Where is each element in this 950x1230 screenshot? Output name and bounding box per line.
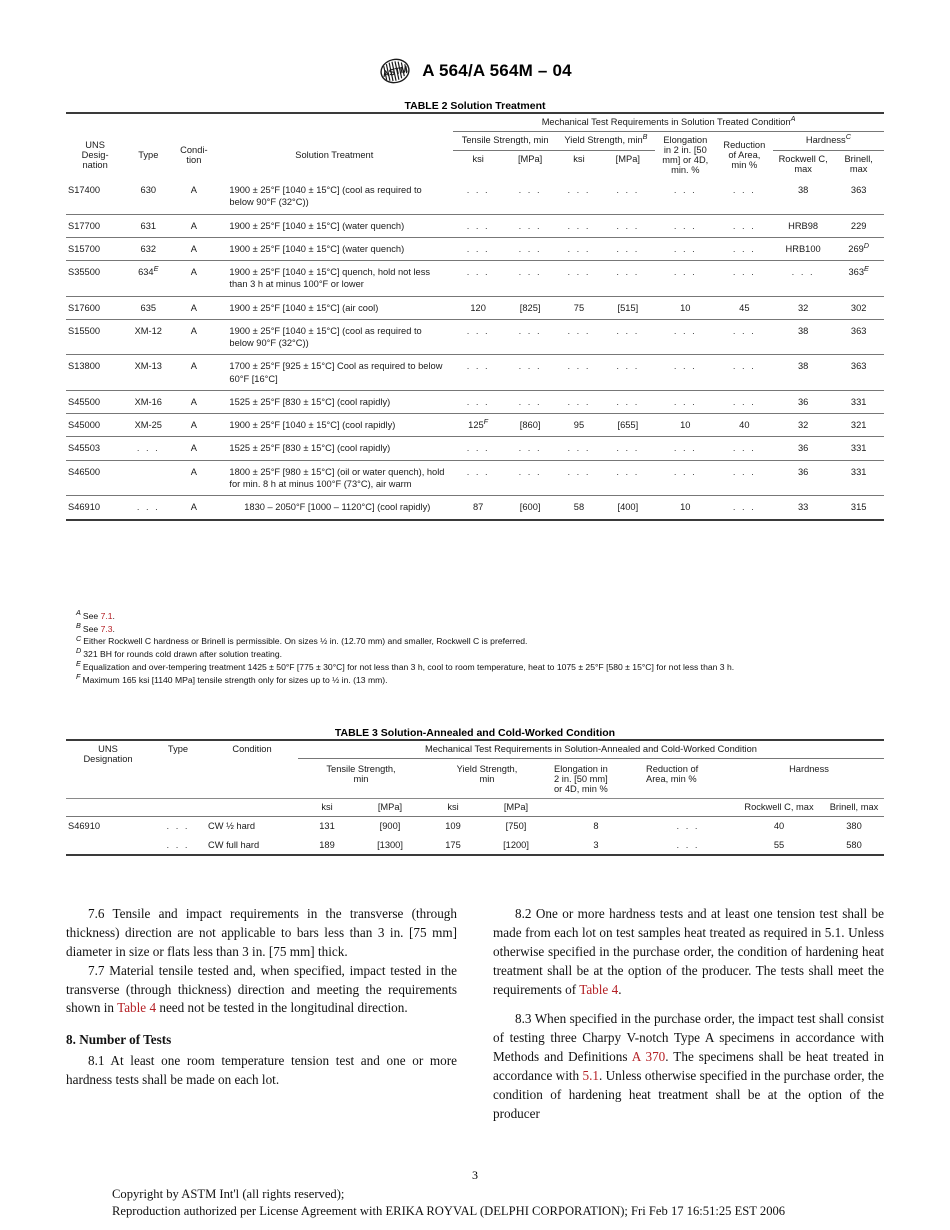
cell-reduction: . . .	[716, 214, 773, 237]
cell-brinell: 363	[833, 179, 884, 214]
cell-yield-mpa: [400]	[601, 496, 655, 520]
cell-tensile-mpa: . . .	[503, 355, 557, 391]
cell-tensile-ksi: . . .	[453, 437, 503, 460]
cell-tensile-mpa: . . .	[503, 437, 557, 460]
cell-brinell: 363	[833, 355, 884, 391]
cell-yield-ksi: . . .	[557, 261, 601, 297]
cell-elongation: . . .	[655, 390, 716, 413]
cell-yield-ksi: . . .	[557, 437, 601, 460]
table-2-footnotes	[66, 610, 884, 686]
table-2-col-tensile-strength: Tensile Strength, min	[461, 135, 549, 145]
table-3-col-uns-l1: UNS	[98, 744, 118, 754]
cell-elongation: . . .	[655, 437, 716, 460]
table-3-unit-rockwell: Rockwell C, max	[734, 799, 824, 817]
cell-treatment: 1830 – 2050°F [1000 – 1120°C] (cool rapidly)	[215, 496, 453, 520]
cell-yield-mpa: [515]	[601, 296, 655, 319]
cell-yield-ksi: 58	[557, 496, 601, 520]
table-2-col-hardness: Hardness	[805, 135, 846, 145]
table-2-col-reduction-l3: min %	[731, 160, 758, 170]
cell-rockwell: 36	[773, 460, 833, 496]
cell-uns: S17400	[66, 179, 124, 214]
cell-rockwell: HRB98	[773, 214, 833, 237]
cell-rockwell: 32	[773, 414, 833, 437]
table-2-group-header-row	[66, 113, 884, 132]
cell-brinell: 315	[833, 496, 884, 520]
cell-rockwell: 55	[734, 836, 824, 856]
cell-type: . . .	[150, 836, 206, 856]
cell-treatment: 1700 ± 25°F [925 ± 15°C] Cool as required to below 60°F [16°C]	[215, 355, 453, 391]
cell-treatment: 1900 ± 25°F [1040 ± 15°C] (water quench)	[215, 237, 453, 260]
cell-tensile-ksi: . . .	[453, 355, 503, 391]
copyright-line: Copyright by ASTM Int'l (all rights reserved);	[112, 1187, 345, 1201]
cell-brinell: 321	[833, 414, 884, 437]
cell-rockwell: 36	[773, 390, 833, 413]
footnote-xref[interactable]: 7.1	[100, 611, 113, 621]
cell-uns: S35500	[66, 261, 124, 297]
cell-brinell: 331	[833, 390, 884, 413]
cell-treatment: 1900 ± 25°F [1040 ± 15°C] (water quench)	[215, 214, 453, 237]
table-3-col-reduction-l2: Area, min %	[646, 774, 697, 784]
table-3-col-condition: Condition	[232, 744, 272, 754]
table-2-unit-rockwell-l1: Rockwell C,	[778, 153, 828, 164]
cell-rockwell: 38	[773, 179, 833, 214]
cell-elongation: . . .	[655, 237, 716, 260]
cell-tensile-mpa: [860]	[503, 414, 557, 437]
paragraph-7-7	[66, 962, 457, 1019]
footnote-ref-A: A	[790, 113, 796, 123]
body-text-columns	[66, 905, 884, 1124]
table-row	[66, 817, 884, 836]
table-3-col-tensile-l2: min	[353, 774, 369, 784]
cell-yield-mpa: [750]	[505, 821, 527, 831]
table-2-col-elongation-l2: in 2 in. [50	[663, 145, 707, 155]
cell-treatment: 1525 ± 25°F [830 ± 15°C] (cool rapidly)	[215, 437, 453, 460]
cell-condition: A	[172, 460, 215, 496]
cell-elongation: 10	[655, 296, 716, 319]
table-row	[66, 319, 884, 355]
table-row	[66, 390, 884, 413]
table-row	[66, 261, 884, 297]
table-2-col-uns-l1: UNS	[85, 139, 105, 150]
table-3-col-tensile-l1: Tensile Strength,	[326, 764, 396, 774]
table-3-col-elong-l3: or 4D, min %	[554, 784, 608, 794]
cell-reduction: . . .	[716, 261, 773, 297]
cell-tensile-mpa: . . .	[503, 237, 557, 260]
paragraph-8-2-part-a: 8.2 One or more hardness tests and at least one tension test shall be made from each lot on test samples heat treated as required in 5.1. Unless otherwise specified in the purchase order, the condition of hardening heat treatment shall be at the option of the producer. The tests shall meet the requirements of	[493, 906, 884, 997]
cell-type: . . .	[166, 821, 190, 831]
cell-rockwell: . . .	[773, 261, 833, 297]
paragraph-7-7-part-b: need not be tested in the longitudinal direction.	[156, 1000, 408, 1016]
cell-type: 632	[124, 237, 172, 260]
section-heading-8: 8. Number of Tests	[66, 1032, 172, 1048]
cell-condition: CW full hard	[206, 836, 298, 856]
cell-type: . . .	[124, 496, 172, 520]
cell-condition: A	[172, 390, 215, 413]
cell-rockwell: 40	[773, 821, 785, 831]
table-3-header-row-1	[66, 740, 884, 759]
astm-logo-icon	[378, 58, 412, 84]
cell-treatment: 1900 ± 25°F [1040 ± 15°C] (air cool)	[215, 296, 453, 319]
cell-reduction: 45	[716, 296, 773, 319]
table-3-col-reduction-l1: Reduction of	[646, 764, 699, 774]
left-text-column	[66, 905, 457, 1124]
cell-tensile-mpa: [1300]	[356, 836, 424, 856]
xref-table-4[interactable]: Table 4	[117, 1000, 157, 1016]
cell-yield-ksi: . . .	[557, 460, 601, 496]
table-2-col-type: Type	[138, 149, 159, 160]
cell-rockwell: HRB100	[773, 237, 833, 260]
footnote-D: $^D$ 321 BH for rounds cold drawn after solution treating.	[76, 646, 283, 660]
cell-condition: A	[172, 261, 215, 297]
cell-yield-ksi: 109	[445, 821, 461, 831]
footnote-E: $^E$ Equalization and over-tempering treatment 1425 ± 50°F [775 ± 30°C] for not less than 3 h, cool to room temperature, heat to 1075 ± 25°F [580 ± 15°C] for not less than 3 h.	[76, 659, 735, 672]
table-2-unit-brinell-l2: max	[849, 163, 868, 174]
cell-type: XM-16	[124, 390, 172, 413]
table-2-col-uns-l2: Desig-	[81, 149, 109, 160]
cell-uns: S45503	[66, 437, 124, 460]
paragraph-8-2-part-b: .	[618, 981, 622, 997]
cell-yield-mpa: [1200]	[482, 836, 550, 856]
table-2-unit-ksi-yield: ksi	[573, 153, 585, 164]
cell-yield-ksi: . . .	[557, 214, 601, 237]
cell-elongation: 8	[593, 821, 599, 831]
table-3-col-uns-l2: Designation	[83, 754, 133, 764]
xref-5-1[interactable]: 5.1	[582, 1068, 599, 1083]
footnote-xref[interactable]: 7.3	[100, 623, 113, 634]
cell-tensile-mpa: [825]	[503, 296, 557, 319]
cell-yield-mpa: . . .	[601, 460, 655, 496]
cell-uns: S15500	[66, 319, 124, 355]
table-2-col-elongation-l3: mm] or 4D,	[662, 155, 709, 165]
paragraph-7-7-part-a: 7.7 Material tensile tested and, when specified, impact tested in the transverse (through thickness) direction and meeting the requirements shown in	[66, 962, 457, 1016]
cell-yield-ksi: . . .	[557, 179, 601, 214]
table-2-group-header: Mechanical Test Requirements in Solution Treated Condition	[541, 117, 791, 127]
table-3-body	[66, 817, 884, 856]
cell-brinell: 380	[846, 821, 862, 831]
table-3-container	[66, 727, 884, 856]
cell-brinell: 580	[824, 836, 884, 856]
cell-yield-mpa: . . .	[601, 319, 655, 355]
cell-yield-mpa: . . .	[601, 437, 655, 460]
cell-rockwell: 38	[773, 319, 833, 355]
table-3-col-elong-l1: Elongation in	[554, 764, 608, 774]
cell-uns: S46910	[68, 821, 101, 831]
cell-reduction: . . .	[716, 437, 773, 460]
cell-reduction: 40	[716, 414, 773, 437]
table-2-unit-rockwell-l2: max	[794, 163, 812, 174]
cell-elongation: 3	[550, 836, 642, 856]
table-3-group-header: Mechanical Test Requirements in Solution-Annealed and Cold-Worked Condition	[425, 744, 757, 754]
cell-reduction: . . .	[676, 821, 700, 831]
table-row	[66, 496, 884, 520]
table-row	[66, 355, 884, 391]
cell-reduction: . . .	[716, 319, 773, 355]
table-2-unit-brinell-l1: Brinell,	[844, 153, 873, 164]
paragraph-7-6: 7.6 Tensile and impact requirements in the transverse (through thickness) direction are not applicable to bars less than 3 in. [75 mm] diameter in size or flats less than 3 in. [75 mm] thick.	[66, 906, 457, 959]
cell-tensile-mpa: . . .	[503, 390, 557, 413]
cell-elongation: . . .	[655, 460, 716, 496]
table-2-caption: TABLE 2 Solution Treatment	[404, 100, 546, 112]
cell-elongation: 10	[655, 496, 716, 520]
cell-brinell: 331	[833, 460, 884, 496]
cell-reduction: . . .	[716, 237, 773, 260]
cell-rockwell: 33	[773, 496, 833, 520]
cell-brinell: 363	[833, 319, 884, 355]
cell-brinell: 302	[833, 296, 884, 319]
cell-type: XM-13	[124, 355, 172, 391]
cell-reduction: . . .	[716, 460, 773, 496]
page-title: A 564/A 564M – 04	[422, 61, 572, 80]
table-3-col-yield-l2: min	[479, 774, 495, 784]
footnote-B: $^B$ See 7.3.	[76, 620, 115, 634]
footnote-C: $^C$ Either Rockwell C hardness or Brinell is permissible. On sizes ½ in. (12.70 mm) and smaller, Rockwell C is preferred.	[76, 633, 528, 647]
cell-brinell: 331	[833, 437, 884, 460]
table-3-head	[66, 740, 884, 817]
cell-elongation: . . .	[655, 214, 716, 237]
license-footer	[112, 1186, 912, 1220]
footnote-ref-B: B	[642, 131, 648, 141]
cell-tensile-ksi: . . .	[453, 214, 503, 237]
cell-yield-mpa: . . .	[601, 390, 655, 413]
cell-elongation: . . .	[655, 319, 716, 355]
cell-type: 630	[124, 179, 172, 214]
cell-tensile-ksi: . . .	[453, 460, 503, 496]
cell-brinell: 229	[833, 214, 884, 237]
table-2-col-elongation-l1: Elongation	[663, 135, 708, 145]
cell-elongation: . . .	[655, 261, 716, 297]
footnote-A: $^A$ See 7.1.	[76, 608, 115, 621]
table-2-col-uns-l3: nation	[82, 159, 108, 170]
cell-yield-ksi: 95	[557, 414, 601, 437]
cell-uns: S13800	[66, 355, 124, 391]
cell-uns: S17700	[66, 214, 124, 237]
cell-tensile-ksi: 87	[453, 496, 503, 520]
cell-condition: A	[172, 179, 215, 214]
table-row	[66, 836, 884, 856]
cell-condition: A	[172, 319, 215, 355]
table-3-caption: TABLE 3 Solution-Annealed and Cold-Worked Condition	[334, 727, 616, 739]
svg-text:ASTM: ASTM	[381, 63, 409, 80]
cell-reduction: . . .	[716, 355, 773, 391]
cell-uns	[66, 836, 150, 856]
cell-type: 635	[124, 296, 172, 319]
cell-tensile-mpa: . . .	[503, 319, 557, 355]
cell-tensile-ksi: $125^F$	[453, 414, 503, 437]
cell-treatment: 1800 ± 25°F [980 ± 15°C] (oil or water quench), hold for min. 8 h at minus 100°F (73°C), air warm	[215, 460, 453, 496]
cell-yield-mpa: . . .	[601, 179, 655, 214]
paragraph-8-1: 8.1 At least one room temperature tension test and one or more hardness tests shall be made on each lot.	[66, 1053, 457, 1087]
cell-treatment: 1900 ± 25°F [1040 ± 15°C] (cool rapidly)	[215, 414, 453, 437]
table-3-col-elong-l2: 2 in. [50 mm]	[554, 774, 608, 784]
cell-condition: A	[172, 437, 215, 460]
table-row	[66, 237, 884, 260]
cell-tensile-ksi: 120	[453, 296, 503, 319]
table-3-col-type: Type	[167, 744, 189, 754]
cell-reduction: . . .	[716, 179, 773, 214]
cell-uns: S17600	[66, 296, 124, 319]
cell-tensile-ksi: . . .	[453, 261, 503, 297]
table-3	[66, 739, 884, 856]
cell-yield-ksi: . . .	[557, 355, 601, 391]
table-2	[66, 112, 884, 521]
cell-brinell: $269^D$	[833, 237, 884, 260]
license-line: Reproduction authorized per License Agreement with ERIKA ROYVAL (DELPHI CORPORATION); Fri Feb 17 16:51:25 EST 2006	[112, 1203, 786, 1218]
cell-elongation: . . .	[655, 179, 716, 214]
cell-brinell: $363^E$	[833, 261, 884, 297]
paragraph-8-3-part-a: 8.3 When specified in the purchase order, the impact test shall consist of testing three Charpy V-notch Type A specimens in accordance with Methods and Definitions	[493, 1011, 884, 1065]
table-2-col-elongation-l4: min. %	[671, 165, 700, 175]
table-row	[66, 437, 884, 460]
cell-condition: A	[172, 237, 215, 260]
table-3-unit-mpa-yield: [MPa]	[482, 799, 550, 817]
right-text-column	[493, 905, 884, 1124]
table-3-col-hardness: Hardness	[789, 764, 829, 774]
table-row	[66, 179, 884, 214]
cell-condition: A	[172, 355, 215, 391]
table-3-unit-mpa-tensile: [MPa]	[356, 799, 424, 817]
cell-uns: S15700	[66, 237, 124, 260]
cell-yield-ksi: 175	[424, 836, 482, 856]
cell-yield-mpa: . . .	[601, 261, 655, 297]
cell-condition: CW ½ hard	[208, 821, 256, 831]
cell-elongation: . . .	[655, 355, 716, 391]
cell-yield-mpa: [655]	[601, 414, 655, 437]
cell-condition: A	[172, 296, 215, 319]
table-row	[66, 214, 884, 237]
cell-uns: S46910	[66, 496, 124, 520]
cell-treatment: 1900 ± 25°F [1040 ± 15°C] (cool as required to below 90°F (32°C))	[215, 319, 453, 355]
cell-yield-mpa: . . .	[601, 355, 655, 391]
cell-treatment: 1900 ± 25°F [1040 ± 15°C] quench, hold not less than 3 h at minus 100°F or lower	[215, 261, 453, 297]
table-2-unit-ksi-tensile: ksi	[472, 153, 484, 164]
cell-yield-ksi: . . .	[557, 319, 601, 355]
cell-tensile-mpa: [600]	[503, 496, 557, 520]
table-2-subheader-row	[66, 132, 884, 151]
footnote-F: $^F$ Maximum 165 ksi [1140 MPa] tensile strength only for sizes up to ½ in. (13 mm).	[76, 671, 388, 685]
paragraph-8-3-part-c: . Unless otherwise specified in the purchase order, the condition of hardening heat treatment shall be at the option of the producer	[493, 1068, 884, 1121]
cell-elongation: 10	[655, 414, 716, 437]
cell-treatment: 1900 ± 25°F [1040 ± 15°C] (cool as required to below 90°F (32°C))	[215, 179, 453, 214]
cell-tensile-mpa: . . .	[503, 214, 557, 237]
cell-type: 631	[124, 214, 172, 237]
table-2-col-yield-strength: Yield Strength, min	[564, 135, 643, 145]
cell-condition: A	[172, 214, 215, 237]
table-2-unit-mpa-yield: [MPa]	[615, 153, 640, 164]
table-2-col-condition-l1: Condi-	[180, 144, 208, 155]
cell-tensile-ksi: . . .	[453, 179, 503, 214]
table-2-container	[66, 100, 884, 521]
footnote-ref-C: C	[845, 131, 851, 141]
table-3-unit-brinell: Brinell, max	[824, 799, 884, 817]
cell-rockwell: 38	[773, 355, 833, 391]
xref-a370[interactable]: A 370	[631, 1049, 666, 1065]
paragraph-8-2	[493, 905, 884, 999]
paragraph-8-3-part-b: . The specimens shall be heat treated in accordance with	[493, 1049, 884, 1083]
cell-reduction: . . .	[716, 496, 773, 520]
table-2-unit-mpa-tensile: [MPa]	[517, 153, 543, 164]
cell-type	[124, 460, 172, 496]
table-row	[66, 414, 884, 437]
cell-yield-ksi: . . .	[557, 237, 601, 260]
cell-type: XM-25	[124, 414, 172, 437]
table-2-col-reduction-l2: of Area,	[728, 150, 761, 160]
table-3-units-row	[66, 799, 884, 817]
cell-tensile-ksi: 131	[319, 821, 335, 831]
document-header	[0, 58, 950, 89]
cell-reduction: . . .	[642, 836, 734, 856]
cell-uns: S46500	[66, 460, 124, 496]
cell-tensile-mpa: . . .	[503, 460, 557, 496]
table-2-body	[66, 179, 884, 520]
page-number: 3	[472, 1168, 478, 1182]
cell-tensile-ksi: . . .	[453, 237, 503, 260]
cell-uns: S45000	[66, 414, 124, 437]
cell-yield-mpa: . . .	[601, 214, 655, 237]
table-2-col-condition-l2: tion	[186, 154, 202, 165]
cell-type: . . .	[124, 437, 172, 460]
cell-reduction: . . .	[716, 390, 773, 413]
cell-treatment: 1525 ± 25°F [830 ± 15°C] (cool rapidly)	[215, 390, 453, 413]
cell-uns: S45500	[66, 390, 124, 413]
cell-tensile-ksi: . . .	[453, 319, 503, 355]
cell-yield-mpa: . . .	[601, 237, 655, 260]
cell-condition: A	[172, 496, 215, 520]
table-2-col-reduction-l1: Reduction	[723, 140, 766, 150]
table-2-head	[66, 113, 884, 179]
cell-yield-ksi: . . .	[557, 390, 601, 413]
table-row	[66, 296, 884, 319]
cell-rockwell: 32	[773, 296, 833, 319]
xref-table-4-b[interactable]: Table 4	[579, 981, 619, 997]
table-3-unit-ksi-yield: ksi	[424, 799, 482, 817]
cell-tensile-ksi: 189	[298, 836, 356, 856]
cell-tensile-mpa: . . .	[503, 261, 557, 297]
cell-yield-ksi: 75	[557, 296, 601, 319]
table-row	[66, 460, 884, 496]
table-3-unit-ksi-tensile: ksi	[298, 799, 356, 817]
cell-type: $634^E$	[124, 261, 172, 297]
cell-tensile-mpa: [900]	[379, 821, 401, 831]
paragraph-8-3	[493, 1010, 884, 1123]
cell-rockwell: 36	[773, 437, 833, 460]
cell-tensile-mpa: . . .	[503, 179, 557, 214]
cell-type: XM-12	[124, 319, 172, 355]
table-3-col-yield-l1: Yield Strength,	[456, 764, 518, 774]
table-2-col-solution-treatment: Solution Treatment	[295, 149, 374, 160]
cell-condition: A	[172, 414, 215, 437]
cell-tensile-ksi: . . .	[453, 390, 503, 413]
